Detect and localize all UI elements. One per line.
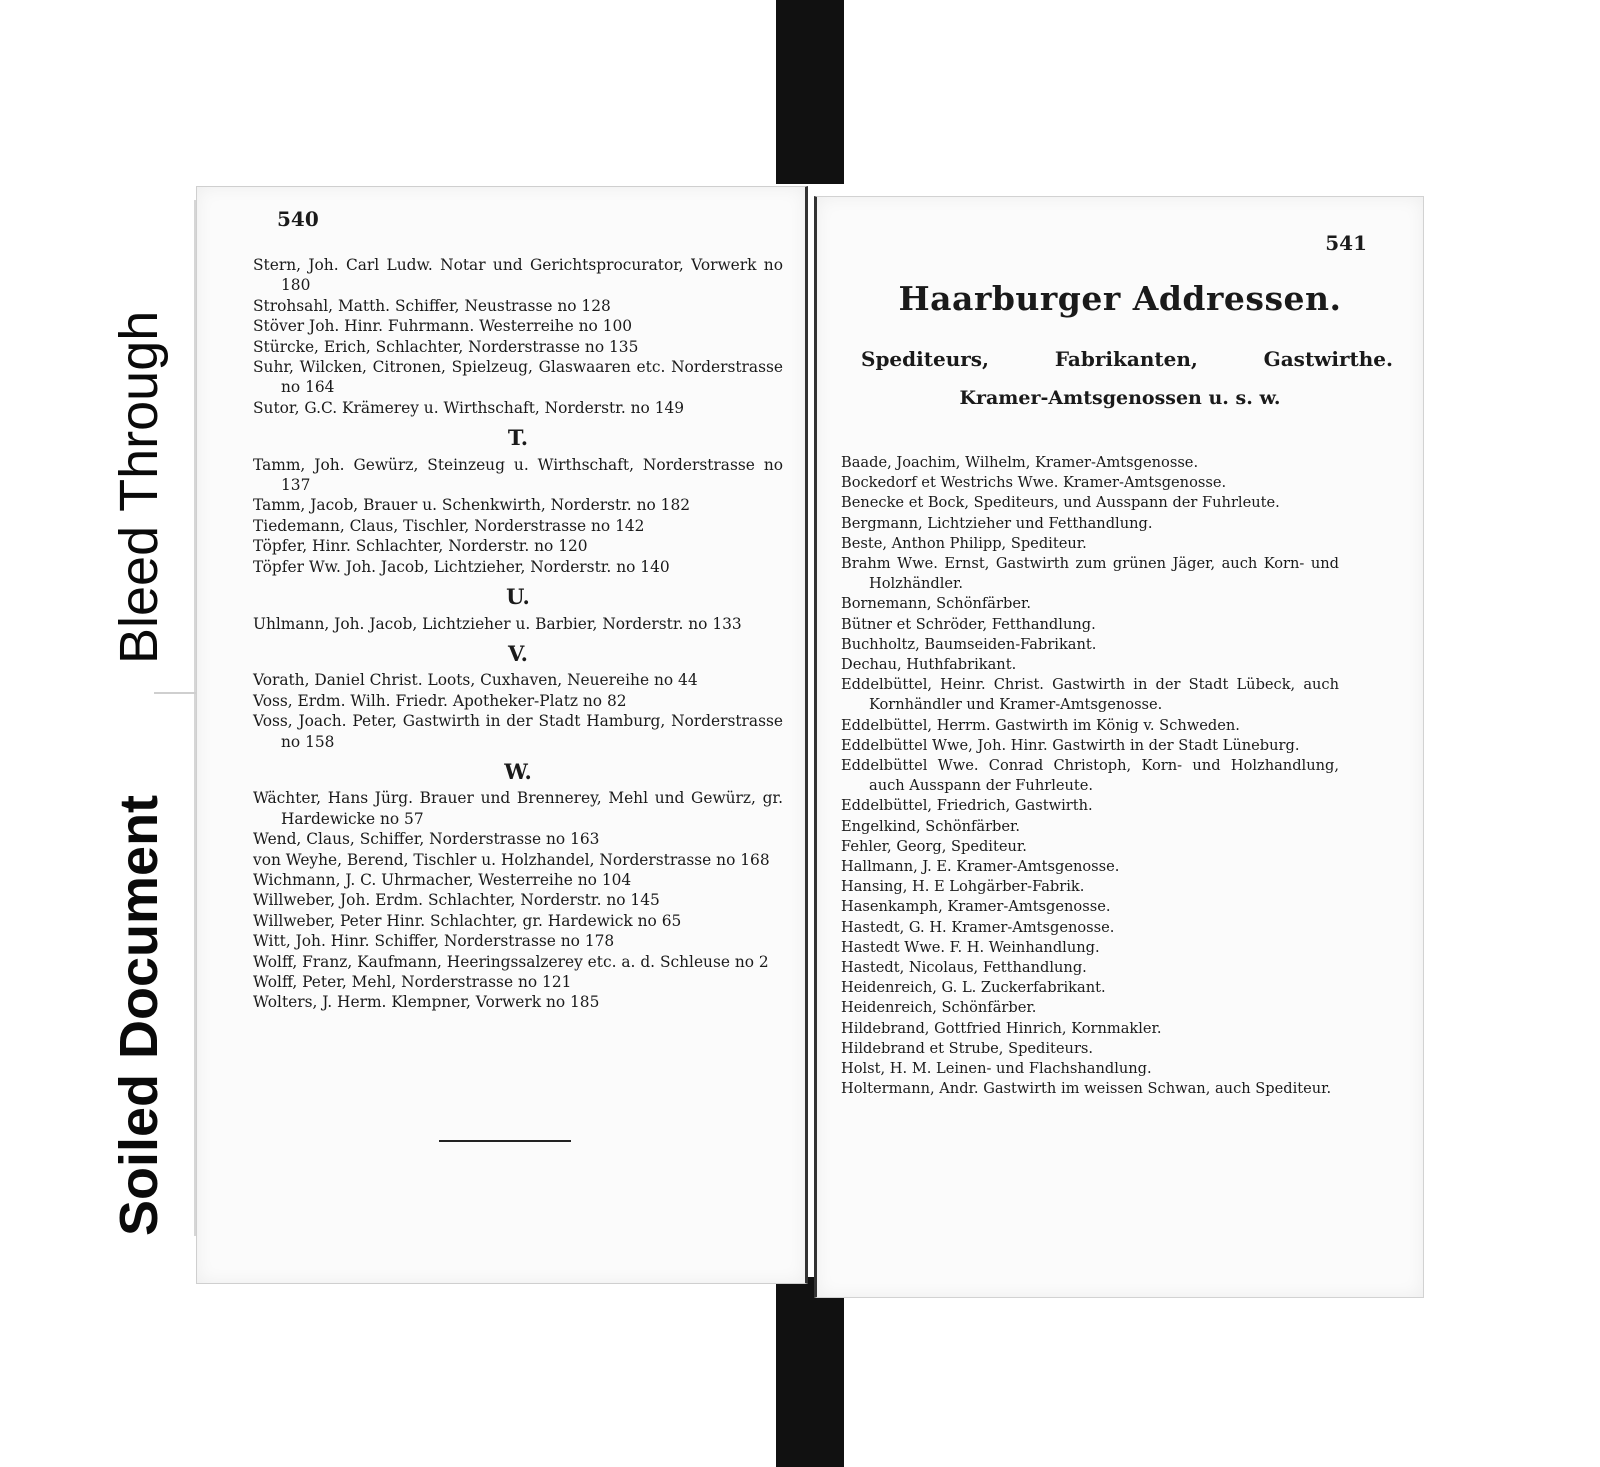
directory-entry: Hastedt Wwe. F. H. Weinhandlung. xyxy=(841,938,1100,956)
category-headings xyxy=(861,347,1393,371)
directory-entry: Wolters, J. Herm. Klempner, Vorwerk no 185 xyxy=(253,993,600,1012)
directory-entry: Tamm, Joh. Gewürz, Steinzeug u. Wirthschaft, Norderstrasse no 137 xyxy=(253,455,783,495)
directory-entry: Stöver Joh. Hinr. Fuhrmann. Westerreihe no 100 xyxy=(253,317,633,336)
directory-entry: Heidenreich, G. L. Zuckerfabrikant. xyxy=(841,979,1106,997)
directory-entry: Fehler, Georg, Spediteur. xyxy=(841,837,1027,855)
directory-entry: Bergmann, Lichtzieher und Fetthandlung. xyxy=(841,514,1153,532)
category-gastwirthe: Gastwirthe. xyxy=(1263,347,1393,371)
directory-entry: Holst, H. M. Leinen- und Flachshandlung. xyxy=(841,1060,1152,1078)
section-letter: U. xyxy=(506,584,530,610)
stamp-bleed-through: Bleed Through xyxy=(109,310,169,664)
directory-entry: Hastedt, Nicolaus, Fetthandlung. xyxy=(841,959,1087,977)
left-page xyxy=(196,186,808,1284)
directory-entry: Eddelbüttel Wwe, Joh. Hinr. Gastwirth in der Stadt Lüneburg. xyxy=(841,736,1300,754)
directory-entry: Willweber, Peter Hinr. Schlachter, gr. Hardewick no 65 xyxy=(253,911,682,930)
directory-entry: Hallmann, J. E. Kramer-Amtsgenosse. xyxy=(841,858,1120,876)
directory-entry: Heidenreich, Schönfärber. xyxy=(841,999,1037,1017)
directory-entry: Wend, Claus, Schiffer, Norderstrasse no 163 xyxy=(253,830,600,849)
directory-entry: Witt, Joh. Hinr. Schiffer, Norderstrasse no 178 xyxy=(253,932,615,951)
directory-entry: Tiedemann, Claus, Tischler, Norderstrasse no 142 xyxy=(253,516,645,535)
section-end-rule xyxy=(439,1140,571,1142)
binding-strip-bottom xyxy=(776,1277,844,1467)
stamp-soiled-document: Soiled Document xyxy=(109,794,169,1236)
directory-entry: Buchholtz, Baumseiden-Fabrikant. xyxy=(841,635,1097,653)
section-letter: T. xyxy=(507,425,529,451)
page-title: Haarburger Addressen. xyxy=(898,279,1342,318)
directory-entry: Baade, Joachim, Wilhelm, Kramer-Amtsgenosse. xyxy=(841,454,1199,471)
stamp-divider xyxy=(154,692,198,694)
category-fabrikanten: Fabrikanten, xyxy=(1054,347,1198,371)
directory-entry: Voss, Joach. Peter, Gastwirth in der Stadt Hamburg, Norderstrasse no 158 xyxy=(253,712,783,751)
directory-entry: Sutor, G.C. Krämerey u. Wirthschaft, Norderstr. no 149 xyxy=(253,398,685,417)
directory-entry: Wolff, Peter, Mehl, Norderstrasse no 121 xyxy=(253,973,572,991)
directory-entry: Dechau, Huthfabrikant. xyxy=(841,656,1017,674)
page-number-left: 540 xyxy=(277,207,319,231)
directory-entry: Bornemann, Schönfärber. xyxy=(841,595,1031,613)
directory-entry: Holtermann, Andr. Gastwirth im weissen Schwan, auch Spediteur. xyxy=(841,1080,1332,1098)
directory-entry: Uhlmann, Joh. Jacob, Lichtzieher u. Barbier, Norderstr. no 133 xyxy=(253,614,742,633)
directory-entry: Stürcke, Erich, Schlachter, Norderstrasse no 135 xyxy=(253,337,639,356)
directory-entry: Tamm, Jacob, Brauer u. Schenkwirth, Norderstr. no 182 xyxy=(253,496,691,515)
directory-entry: Stern, Joh. Carl Ludw. Notar und Gerichtsprocurator, Vorwerk no 180 xyxy=(253,256,783,295)
directory-entry: Eddelbüttel, Friedrich, Gastwirth. xyxy=(841,797,1093,815)
directory-entry: Wächter, Hans Jürg. Brauer und Brennerey, Mehl und Gewürz, gr. Hardewicke no 57 xyxy=(253,789,783,828)
directory-entry: Töpfer, Hinr. Schlachter, Norderstr. no 120 xyxy=(253,537,588,556)
directory-entry: Hildebrand et Strube, Spediteurs. xyxy=(841,1039,1094,1057)
directory-entry: Eddelbüttel, Herrm. Gastwirth im König v. Schweden. xyxy=(841,716,1240,734)
directory-entry: Voss, Erdm. Wilh. Friedr. Apotheker-Platz no 82 xyxy=(253,691,627,710)
right-page-entries xyxy=(841,453,1339,1100)
directory-entry: Willweber, Joh. Erdm. Schlachter, Norderstr. no 145 xyxy=(253,891,660,910)
directory-entry: Engelkind, Schönfärber. xyxy=(841,817,1021,835)
page-number-right: 541 xyxy=(1325,231,1367,255)
directory-entry: Suhr, Wilcken, Citronen, Spielzeug, Glaswaaren etc. Norderstrasse no 164 xyxy=(253,358,783,397)
directory-entry: Eddelbüttel, Heinr. Christ. Gastwirth in der Stadt Lübeck, auch Kornhändler und Kramer-Amtsgenosse. xyxy=(841,676,1339,714)
directory-entry: Brahm Wwe. Ernst, Gastwirth zum grünen Jäger, auch Korn- und Holzhändler. xyxy=(841,555,1339,593)
directory-entry: Wolff, Franz, Kaufmann, Heeringssalzerey etc. a. d. Schleuse no 2 xyxy=(253,952,769,971)
directory-entry: Bütner et Schröder, Fetthandlung. xyxy=(841,615,1096,633)
binding-strip-top xyxy=(776,0,844,184)
directory-entry: Beste, Anthon Philipp, Spediteur. xyxy=(841,534,1087,552)
category-spediteurs: Spediteurs, xyxy=(861,347,989,371)
directory-entry: Benecke et Bock, Spediteurs, und Ausspann der Fuhrleute. xyxy=(841,494,1280,512)
directory-entry: Vorath, Daniel Christ. Loots, Cuxhaven, Neuereihe no 44 xyxy=(253,671,698,690)
left-page-entries xyxy=(253,255,783,1013)
directory-entry: Hastedt, G. H. Kramer-Amtsgenosse. xyxy=(841,918,1115,936)
directory-entry: Hasenkamph, Kramer-Amtsgenosse. xyxy=(841,898,1111,916)
right-page xyxy=(814,196,1424,1298)
directory-entry: von Weyhe, Berend, Tischler u. Holzhandel, Norderstrasse no 168 xyxy=(253,850,770,869)
section-letter: V. xyxy=(508,640,528,666)
directory-entry: Hildebrand, Gottfried Hinrich, Kornmakler. xyxy=(841,1019,1162,1037)
directory-entry: Eddelbüttel Wwe. Conrad Christoph, Korn- und Holzhandlung, auch Ausspann der Fuhrleute. xyxy=(841,757,1339,795)
condition-stamp xyxy=(84,200,196,1236)
directory-entry: Wichmann, J. C. Uhrmacher, Westerreihe no 104 xyxy=(253,870,632,889)
section-letter: W. xyxy=(504,758,532,784)
directory-entry: Hansing, H. E Lohgärber-Fabrik. xyxy=(841,878,1085,896)
page-subtitle: Kramer-Amtsgenossen u. s. w. xyxy=(959,387,1281,409)
directory-entry: Töpfer Ww. Joh. Jacob, Lichtzieher, Norderstr. no 140 xyxy=(253,557,670,576)
directory-entry: Strohsahl, Matth. Schiffer, Neustrasse no 128 xyxy=(253,296,611,315)
directory-entry: Bockedorf et Westrichs Wwe. Kramer-Amtsgenosse. xyxy=(841,474,1227,492)
